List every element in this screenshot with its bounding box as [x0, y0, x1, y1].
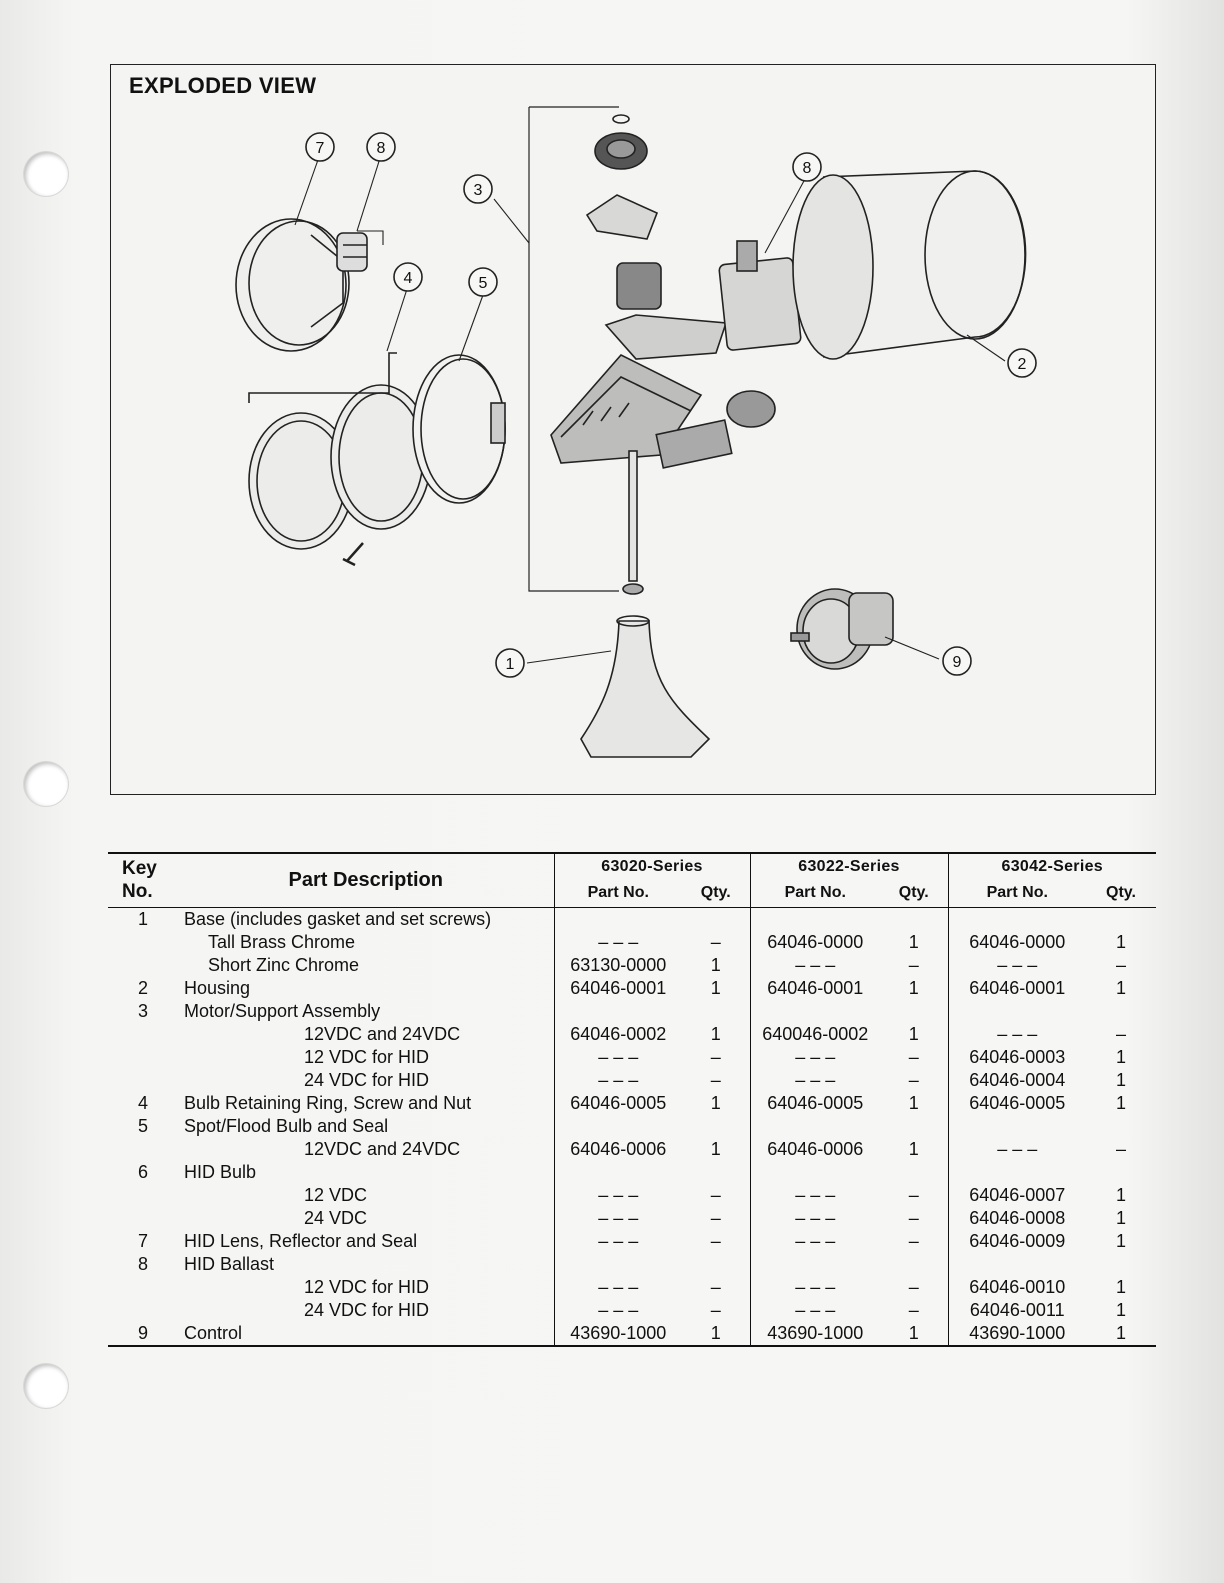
- table-row: [108, 931, 1156, 954]
- key-number-cell: 2: [137, 977, 148, 998]
- part-number-cell: – – –: [750, 1069, 880, 1092]
- table-row: [108, 1000, 1156, 1023]
- part-number-cell: 64046-0002: [554, 1023, 682, 1046]
- quantity-cell: –: [710, 931, 721, 952]
- quantity-cell: 1: [710, 1092, 721, 1113]
- part-number-cell: 63130-0000: [554, 954, 682, 977]
- base-drawing: [581, 616, 709, 757]
- part-number-cell: 43690-1000: [750, 1322, 880, 1346]
- part-number-cell: 43690-1000: [554, 1322, 682, 1346]
- quantity-cell: [880, 1161, 948, 1184]
- part-number-cell: – – –: [554, 931, 682, 954]
- quantity-cell: [880, 1253, 948, 1276]
- part-number-cell: [554, 1253, 682, 1276]
- housing-drawing: [793, 171, 1026, 359]
- part-description-cell: Bulb Retaining Ring, Screw and Nut: [184, 1092, 472, 1113]
- header-qty: Qty.: [1086, 880, 1156, 907]
- quantity-cell: [880, 1000, 948, 1023]
- part-description-cell: Housing: [184, 977, 251, 998]
- part-number-cell: [948, 1000, 1086, 1023]
- key-number-cell: 8: [137, 1253, 148, 1274]
- key-number-cell: [108, 1276, 178, 1299]
- quantity-cell: 1: [1115, 1184, 1126, 1205]
- quantity-cell: –: [908, 1230, 919, 1251]
- quantity-cell: [880, 907, 948, 931]
- key-number-cell: [108, 1138, 178, 1161]
- table-row: [108, 1207, 1156, 1230]
- part-number-cell: – – –: [948, 954, 1086, 977]
- part-description-cell: 12 VDC for HID: [304, 1046, 430, 1067]
- part-description-cell: HID Lens, Reflector and Seal: [184, 1230, 418, 1251]
- exploded-view-title: EXPLODED VIEW: [129, 73, 317, 98]
- quantity-cell: –: [908, 1299, 919, 1320]
- quantity-cell: 1: [710, 977, 721, 998]
- part-number-cell: [554, 907, 682, 931]
- quantity-cell: –: [1115, 1138, 1126, 1159]
- bulb-retaining-ring-drawing: [249, 385, 431, 565]
- spot-flood-bulb-drawing: [413, 355, 505, 503]
- part-number-cell: 64046-0001: [750, 977, 880, 1000]
- key-number-cell: 4: [137, 1092, 148, 1113]
- punch-hole-bottom: [24, 1364, 68, 1408]
- header-qty: Qty.: [880, 880, 948, 907]
- punch-hole-middle: [24, 762, 68, 806]
- key-number-cell: 9: [108, 1322, 178, 1346]
- part-number-cell: [948, 907, 1086, 931]
- callout-2: 2: [1017, 356, 1027, 373]
- table-row: [108, 1092, 1156, 1115]
- key-number-cell: [108, 931, 178, 954]
- part-number-cell: 64046-0009: [948, 1230, 1086, 1253]
- table-row: [108, 1276, 1156, 1299]
- quantity-cell: 1: [908, 1138, 919, 1159]
- header-series-63022: 63022-Series: [750, 853, 948, 880]
- part-number-cell: 64046-0005: [948, 1092, 1086, 1115]
- part-number-cell: [750, 1115, 880, 1138]
- part-number-cell: 64046-0006: [750, 1138, 880, 1161]
- quantity-cell: –: [1115, 954, 1126, 975]
- quantity-cell: 1: [710, 1023, 721, 1044]
- key-number-cell: [108, 954, 178, 977]
- quantity-cell: –: [908, 1207, 919, 1228]
- callout-4: 4: [403, 270, 413, 287]
- part-description-cell: HID Bulb: [184, 1161, 257, 1182]
- key-number-cell: 5: [137, 1115, 148, 1136]
- key-number-cell: [108, 1046, 178, 1069]
- part-description-cell: Spot/Flood Bulb and Seal: [184, 1115, 389, 1136]
- part-number-cell: – – –: [750, 1046, 880, 1069]
- part-number-cell: 64046-0007: [948, 1184, 1086, 1207]
- table-row: [108, 1253, 1156, 1276]
- quantity-cell: [880, 1115, 948, 1138]
- quantity-cell: [682, 1000, 750, 1023]
- part-number-cell: 64046-0003: [948, 1046, 1086, 1069]
- hid-lens-reflector-drawing: [236, 219, 367, 351]
- table-row: [108, 1115, 1156, 1138]
- part-number-cell: 64046-0006: [554, 1138, 682, 1161]
- punch-hole-top: [24, 152, 68, 196]
- key-number-cell: [108, 1069, 178, 1092]
- quantity-cell: 1: [908, 1092, 919, 1113]
- table-row: [108, 1161, 1156, 1184]
- part-number-cell: – – –: [554, 1230, 682, 1253]
- part-number-cell: – – –: [554, 1276, 682, 1299]
- part-description-cell: 12VDC and 24VDC: [304, 1023, 461, 1044]
- part-number-cell: 64046-0005: [554, 1092, 682, 1115]
- part-description-cell: 12 VDC: [304, 1184, 368, 1205]
- quantity-cell: 1: [908, 931, 919, 952]
- quantity-cell: –: [710, 1046, 721, 1067]
- quantity-cell: 1: [1115, 931, 1126, 952]
- quantity-cell: 1: [1115, 1069, 1126, 1090]
- quantity-cell: 1: [908, 977, 919, 998]
- part-number-cell: – – –: [948, 1138, 1086, 1161]
- quantity-cell: 1: [1115, 1230, 1126, 1251]
- table-row: [108, 907, 1156, 931]
- part-number-cell: 64046-0001: [948, 977, 1086, 1000]
- part-number-cell: [750, 907, 880, 931]
- callout-7: 7: [315, 140, 325, 157]
- part-description-cell: 24 VDC: [304, 1207, 368, 1228]
- part-number-cell: – – –: [750, 1207, 880, 1230]
- part-number-cell: 64046-0000: [750, 931, 880, 954]
- key-number-cell: 6: [137, 1161, 148, 1182]
- part-number-cell: [750, 1253, 880, 1276]
- quantity-cell: –: [710, 1069, 721, 1090]
- motor-support-assembly-drawing: [529, 107, 775, 594]
- header-part-description: Part Description: [178, 853, 554, 907]
- quantity-cell: –: [908, 1069, 919, 1090]
- table-row: [108, 954, 1156, 977]
- quantity-cell: –: [710, 1184, 721, 1205]
- table-row: [108, 977, 1156, 1000]
- header-series-63020: 63020-Series: [554, 853, 750, 880]
- quantity-cell: [1086, 1253, 1156, 1276]
- part-number-cell: [554, 1115, 682, 1138]
- callout-5: 5: [478, 275, 488, 292]
- quantity-cell: 1: [908, 1023, 919, 1044]
- quantity-cell: 1: [1115, 1092, 1126, 1113]
- table-row: [108, 1322, 1156, 1346]
- table-row: [108, 1023, 1156, 1046]
- part-number-cell: 640046-0002: [750, 1023, 880, 1046]
- key-number-cell: [108, 1184, 178, 1207]
- part-number-cell: – – –: [750, 1184, 880, 1207]
- part-description-cell: Base (includes gasket and set screws): [184, 908, 492, 929]
- quantity-cell: 1: [1115, 1276, 1126, 1297]
- quantity-cell: [1086, 1161, 1156, 1184]
- control-motor-drawing: [791, 589, 893, 669]
- part-description-cell: Short Zinc Chrome: [208, 954, 360, 975]
- callout-1: 1: [505, 656, 515, 673]
- quantity-cell: 1: [710, 954, 721, 975]
- key-number-cell: 1: [137, 908, 148, 929]
- part-number-cell: – – –: [750, 1299, 880, 1322]
- quantity-cell: [1086, 907, 1156, 931]
- part-number-cell: – – –: [554, 1184, 682, 1207]
- callout-9: 9: [952, 654, 962, 671]
- part-number-cell: – – –: [554, 1207, 682, 1230]
- part-number-cell: – – –: [554, 1299, 682, 1322]
- key-number-cell: 7: [137, 1230, 148, 1251]
- table-row: [108, 1069, 1156, 1092]
- quantity-cell: –: [908, 1046, 919, 1067]
- key-number-cell: [108, 1207, 178, 1230]
- hid-ballast-drawing: [719, 241, 802, 351]
- part-number-cell: [554, 1161, 682, 1184]
- exploded-view-panel: [110, 64, 1156, 795]
- part-number-cell: – – –: [554, 1046, 682, 1069]
- header-part-no: Part No.: [554, 880, 682, 907]
- parts-table: [108, 852, 1156, 1347]
- part-number-cell: 64046-0000: [948, 931, 1086, 954]
- quantity-cell: 1: [1086, 1322, 1156, 1346]
- table-row: [108, 1184, 1156, 1207]
- header-series-63042: 63042-Series: [948, 853, 1156, 880]
- header-part-no: Part No.: [948, 880, 1086, 907]
- quantity-cell: –: [908, 1184, 919, 1205]
- part-number-cell: – – –: [750, 954, 880, 977]
- quantity-cell: –: [710, 1276, 721, 1297]
- header-qty: Qty.: [682, 880, 750, 907]
- quantity-cell: [1086, 1000, 1156, 1023]
- quantity-cell: –: [710, 1299, 721, 1320]
- part-number-cell: 64046-0004: [948, 1069, 1086, 1092]
- part-description-cell: 24 VDC for HID: [304, 1299, 430, 1320]
- key-number-cell: [108, 1299, 178, 1322]
- quantity-cell: 1: [1115, 1207, 1126, 1228]
- parts-list: [108, 852, 1156, 1347]
- quantity-cell: [682, 907, 750, 931]
- quantity-cell: –: [710, 1207, 721, 1228]
- quantity-cell: [682, 1253, 750, 1276]
- quantity-cell: [682, 1115, 750, 1138]
- quantity-cell: 1: [682, 1322, 750, 1346]
- part-number-cell: [948, 1253, 1086, 1276]
- quantity-cell: –: [710, 1230, 721, 1251]
- part-number-cell: – – –: [750, 1276, 880, 1299]
- part-number-cell: [948, 1161, 1086, 1184]
- part-number-cell: – – –: [948, 1023, 1086, 1046]
- part-description-cell: 24 VDC for HID: [304, 1069, 430, 1090]
- quantity-cell: 1: [880, 1322, 948, 1346]
- key-number-cell: [108, 1023, 178, 1046]
- quantity-cell: –: [1115, 1023, 1126, 1044]
- part-number-cell: 64046-0008: [948, 1207, 1086, 1230]
- part-number-cell: 64046-0001: [554, 977, 682, 1000]
- part-description-cell: 12 VDC for HID: [304, 1276, 430, 1297]
- quantity-cell: [1086, 1115, 1156, 1138]
- quantity-cell: [682, 1161, 750, 1184]
- part-description-cell: HID Ballast: [184, 1253, 275, 1274]
- part-description-cell: Tall Brass Chrome: [208, 931, 356, 952]
- callout-8-right: 8: [802, 160, 812, 177]
- part-description-cell: Control: [178, 1322, 554, 1346]
- quantity-cell: 1: [710, 1138, 721, 1159]
- table-row: [108, 1299, 1156, 1322]
- table-row: [108, 1046, 1156, 1069]
- key-number-cell: 3: [137, 1000, 148, 1021]
- quantity-cell: –: [908, 1276, 919, 1297]
- part-number-cell: 64046-0005: [750, 1092, 880, 1115]
- part-number-cell: [750, 1000, 880, 1023]
- part-number-cell: [554, 1000, 682, 1023]
- parts-table-body: [108, 907, 1156, 1346]
- part-number-cell: [948, 1115, 1086, 1138]
- exploded-view-diagram: [111, 65, 1155, 794]
- table-row: [108, 1230, 1156, 1253]
- part-number-cell: 43690-1000: [948, 1322, 1086, 1346]
- callout-3: 3: [473, 182, 483, 199]
- part-number-cell: [750, 1161, 880, 1184]
- quantity-cell: 1: [1115, 1299, 1126, 1320]
- quantity-cell: –: [908, 954, 919, 975]
- part-number-cell: – – –: [554, 1069, 682, 1092]
- part-description-cell: Motor/Support Assembly: [184, 1000, 381, 1021]
- callout-8-left: 8: [376, 140, 386, 157]
- part-number-cell: 64046-0010: [948, 1276, 1086, 1299]
- header-part-no: Part No.: [750, 880, 880, 907]
- part-description-cell: 12VDC and 24VDC: [304, 1138, 461, 1159]
- quantity-cell: 1: [1115, 977, 1126, 998]
- header-key-number: Key No.: [108, 853, 178, 907]
- part-number-cell: – – –: [750, 1230, 880, 1253]
- part-number-cell: 64046-0011: [948, 1299, 1086, 1322]
- quantity-cell: 1: [1115, 1046, 1126, 1067]
- table-row: [108, 1138, 1156, 1161]
